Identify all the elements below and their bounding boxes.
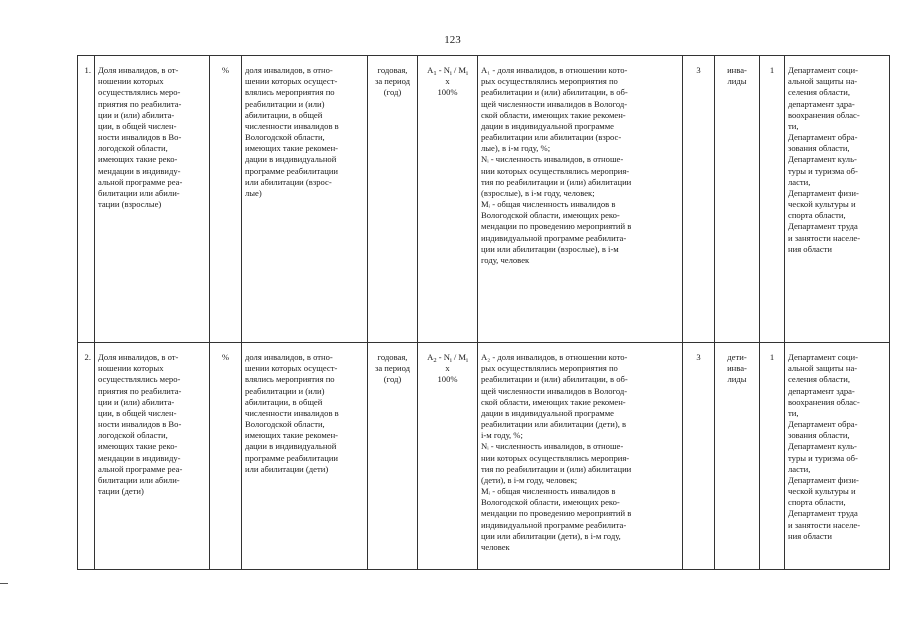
indicator-name-line: тации (взрослые) <box>98 199 162 210</box>
indicator-name-line: ности инвалидов в Во- <box>98 132 182 143</box>
explanation-line: индивидуальной программе реабилита- <box>481 519 627 530</box>
definition-line: имеющих такие рекомен- <box>245 143 339 154</box>
formula-slash: / M <box>451 65 467 75</box>
definition-line: реабилитации и (или) <box>245 385 325 396</box>
responsible-departments <box>785 343 890 570</box>
category-line: инва- <box>727 363 747 374</box>
explanation-line: (взрослые), в i-м году, человек; <box>481 187 595 198</box>
explanation-line: человек <box>481 541 510 552</box>
formula-percent: 100% <box>437 374 458 385</box>
definition-line: численности инвалидов в <box>245 407 339 418</box>
reporting-frequency: 1 <box>760 56 785 343</box>
department-line: ти, <box>788 407 799 418</box>
formula-slash: / M <box>451 352 467 362</box>
period-line: годовая, <box>377 65 408 75</box>
indicator-name-line: логодской области, <box>98 143 168 154</box>
definition-line: программе реабилитации <box>245 165 339 176</box>
explanation-line: нии которых осуществлялись мероприя- <box>481 452 630 463</box>
category-line: инва- <box>727 65 747 75</box>
explanation-line: Mᵢ - общая численность инвалидов в <box>481 486 616 497</box>
definition-line: Вологодской области, <box>245 419 325 430</box>
explanation-line: нии которых осуществлялись мероприя- <box>481 165 630 176</box>
definition-line: дации в индивидуальной <box>245 441 337 452</box>
indicator-definition <box>242 56 368 343</box>
indicator-name-line: осуществлялись меро- <box>98 87 181 98</box>
explanation-line: тия по реабилитации и (или) абилитации <box>481 176 632 187</box>
explanation-line: мендации по проведению мероприятий в <box>481 508 632 519</box>
row-number: 1. <box>78 56 95 343</box>
period-line: годовая, <box>377 352 408 362</box>
indicator-definition <box>242 343 368 570</box>
data-collection-method: 3 <box>683 56 715 343</box>
definition-line: или абилитации (взрос- <box>245 176 332 187</box>
definition-line: влялись мероприятия по <box>245 87 335 98</box>
department-line: Департамент физи- <box>788 187 859 198</box>
explanation-line: мендации по проведению мероприятий в <box>481 221 632 232</box>
department-line: Департамент соци- <box>788 352 858 362</box>
definition-line: абилитации, в общей <box>245 109 323 120</box>
department-line: департамент здра- <box>788 98 855 109</box>
explanation-line: Nᵢ - численность инвалидов, в отноше- <box>481 441 624 452</box>
department-line: и занятости населе- <box>788 232 861 243</box>
responsible-departments <box>785 56 890 343</box>
explanation-line: щей численности инвалидов в Вологод- <box>481 385 628 396</box>
explanation-line: ции или абилитации (дети), в i-м году, <box>481 530 621 541</box>
indicator-name-line: альной программе реа- <box>98 463 183 474</box>
indicator-name <box>95 343 210 570</box>
department-line: селения области, <box>788 87 851 98</box>
explanation-line: реабилитации или абилитации (взрос- <box>481 132 622 143</box>
definition-line: реабилитации и (или) <box>245 98 325 109</box>
definition-line: абилитации, в общей <box>245 396 323 407</box>
formula-line <box>421 65 474 76</box>
indicator-name-line: билитации или абили- <box>98 474 180 485</box>
formula-prefix: A <box>427 65 434 75</box>
table-row <box>78 343 890 570</box>
formula-middle: - N <box>436 352 450 362</box>
definition-line: влялись мероприятия по <box>245 374 335 385</box>
explanation-line: Nᵢ - численность инвалидов, в отноше- <box>481 154 624 165</box>
department-line: туры и туризма об- <box>788 452 858 463</box>
indicator-name-line: ции и (или) абилита- <box>98 396 175 407</box>
department-line: селения области, <box>788 374 851 385</box>
department-line: туры и туризма об- <box>788 165 858 176</box>
indicator-name-line: логодской области, <box>98 430 168 441</box>
time-characteristic <box>368 56 418 343</box>
explanation-line: Вологодской области, имеющих реко- <box>481 210 620 221</box>
indicator-name-line: Доля инвалидов, в от- <box>98 65 179 75</box>
department-line: спорта области, <box>788 210 846 221</box>
row-number: 2. <box>78 343 95 570</box>
department-line: Департамент физи- <box>788 474 859 485</box>
department-line: воохранения облас- <box>788 396 860 407</box>
explanation-line: тия по реабилитации и (или) абилитации <box>481 463 632 474</box>
explanation-line: реабилитации и (или) абилитации, в об- <box>481 374 628 385</box>
department-line: Департамент обра- <box>788 419 858 430</box>
indicator-name-line: ношении которых <box>98 363 164 374</box>
indicator-name-line: имеющих такие реко- <box>98 441 178 452</box>
department-line: и занятости населе- <box>788 519 861 530</box>
department-line: зования области, <box>788 430 850 441</box>
explanation-line: ции или абилитации (взрослые), в i-м <box>481 243 619 254</box>
indicator-name-line: альной программе реа- <box>98 176 183 187</box>
department-line: Департамент соци- <box>788 65 858 75</box>
explanation-line: году, человек <box>481 254 530 265</box>
explanation-line: реабилитации или абилитации (дети), в <box>481 419 627 430</box>
definition-line: лые) <box>245 187 262 198</box>
department-line: ческой культуры и <box>788 199 856 210</box>
indicator-name <box>95 56 210 343</box>
period-line: за период <box>374 76 411 87</box>
period-line: (год) <box>383 374 402 385</box>
explanation-line: индивидуальной программе реабилита- <box>481 232 627 243</box>
definition-line: доля инвалидов, в отно- <box>245 65 333 75</box>
period-line: за период <box>374 363 411 374</box>
department-line: зования области, <box>788 143 850 154</box>
formula-m-sub: i <box>466 70 468 77</box>
definition-line: доля инвалидов, в отно- <box>245 352 333 362</box>
category-line: лиды <box>727 76 747 87</box>
unit-of-measure: % <box>210 56 242 343</box>
indicator-name-line: мендации в индивиду- <box>98 452 181 463</box>
unit-of-measure: % <box>210 343 242 570</box>
indicator-name-line: ции, в общей числен- <box>98 407 177 418</box>
department-line: спорта области, <box>788 497 846 508</box>
time-characteristic <box>368 343 418 570</box>
page-number: 123 <box>444 34 461 46</box>
explanation-line: реабилитации и (или) абилитации, в об- <box>481 87 628 98</box>
department-line: воохранения облас- <box>788 109 860 120</box>
explanation-line: рых осуществлялись мероприятия по <box>481 76 618 87</box>
indicator-name-line: приятия по реабилита- <box>98 385 182 396</box>
department-line: Департамент куль- <box>788 154 857 165</box>
explanation-line: дации в индивидуальной программе <box>481 120 614 131</box>
department-line: Департамент обра- <box>788 132 858 143</box>
explanation-line: A₂ - доля инвалидов, в отношении кото- <box>481 352 628 362</box>
definition-line: или абилитации (дети) <box>245 463 329 474</box>
calculation-formula <box>418 56 478 343</box>
data-collection-method: 3 <box>683 343 715 570</box>
explanation-line: Mᵢ - общая численность инвалидов в <box>481 199 616 210</box>
definition-line: шении которых осущест- <box>245 363 338 374</box>
explanation-line: дации в индивидуальной программе <box>481 407 614 418</box>
explanation-line: A₁ - доля инвалидов, в отношении кото- <box>481 65 628 75</box>
formula-multiply: x <box>445 363 450 374</box>
explanation-line: лые), в i-м году, %; <box>481 143 551 154</box>
department-line: ти, <box>788 120 799 131</box>
indicator-name-line: ции, в общей числен- <box>98 120 177 131</box>
department-line: Департамент труда <box>788 508 858 519</box>
department-line: Департамент куль- <box>788 441 857 452</box>
margin-tick <box>0 583 8 584</box>
table-row <box>78 56 890 343</box>
indicator-name-line: ношении которых <box>98 76 164 87</box>
department-line: ласти, <box>788 463 811 474</box>
indicator-name-line: ции и (или) абилита- <box>98 109 175 120</box>
definition-line: Вологодской области, <box>245 132 325 143</box>
category-line: лиды <box>727 374 747 385</box>
formula-explanation <box>478 343 683 570</box>
calculation-formula <box>418 343 478 570</box>
definition-line: имеющих такие рекомен- <box>245 430 339 441</box>
indicator-name-line: осуществлялись меро- <box>98 374 181 385</box>
formula-prefix-sub: 2 <box>433 357 437 364</box>
definition-line: численности инвалидов в <box>245 120 339 131</box>
department-line: департамент здра- <box>788 385 855 396</box>
category-line: дети- <box>727 352 747 362</box>
formula-prefix-sub: 1 <box>433 70 437 77</box>
population-category <box>715 343 760 570</box>
department-line: Департамент труда <box>788 221 858 232</box>
explanation-line: Вологодской области, имеющих реко- <box>481 497 620 508</box>
explanation-line: ской области, имеющих такие рекомен- <box>481 396 626 407</box>
indicators-table <box>77 55 890 570</box>
indicator-name-line: тации (дети) <box>98 486 144 497</box>
indicator-name-line: Доля инвалидов, в от- <box>98 352 179 362</box>
explanation-line: (дети), в i-м году, человек; <box>481 474 578 485</box>
reporting-frequency: 1 <box>760 343 785 570</box>
formula-multiply: x <box>445 76 450 87</box>
definition-line: дации в индивидуальной <box>245 154 337 165</box>
formula-n-sub: i <box>449 357 452 364</box>
definition-line: программе реабилитации <box>245 452 339 463</box>
department-line: альной защиты на- <box>788 76 858 87</box>
explanation-line: i-м году, %; <box>481 430 523 441</box>
formula-m-sub: i <box>466 357 468 364</box>
formula-line <box>421 352 474 363</box>
indicator-name-line: приятия по реабилита- <box>98 98 182 109</box>
explanation-line: рых осуществлялись мероприятия по <box>481 363 618 374</box>
formula-percent: 100% <box>437 87 458 98</box>
department-line: ния области <box>788 530 833 541</box>
department-line: ласти, <box>788 176 811 187</box>
department-line: ния области <box>788 243 833 254</box>
indicator-name-line: ности инвалидов в Во- <box>98 419 182 430</box>
indicator-name-line: билитации или абили- <box>98 187 180 198</box>
formula-explanation <box>478 56 683 343</box>
formula-middle: - N <box>436 65 450 75</box>
department-line: ческой культуры и <box>788 486 856 497</box>
indicator-name-line: имеющих такие реко- <box>98 154 178 165</box>
indicator-name-line: мендации в индивиду- <box>98 165 181 176</box>
period-line: (год) <box>383 87 402 98</box>
department-line: альной защиты на- <box>788 363 858 374</box>
formula-n-sub: i <box>449 70 452 77</box>
formula-prefix: A <box>427 352 434 362</box>
explanation-line: щей численности инвалидов в Вологод- <box>481 98 628 109</box>
explanation-line: ской области, имеющих такие рекомен- <box>481 109 626 120</box>
population-category <box>715 56 760 343</box>
definition-line: шении которых осущест- <box>245 76 338 87</box>
